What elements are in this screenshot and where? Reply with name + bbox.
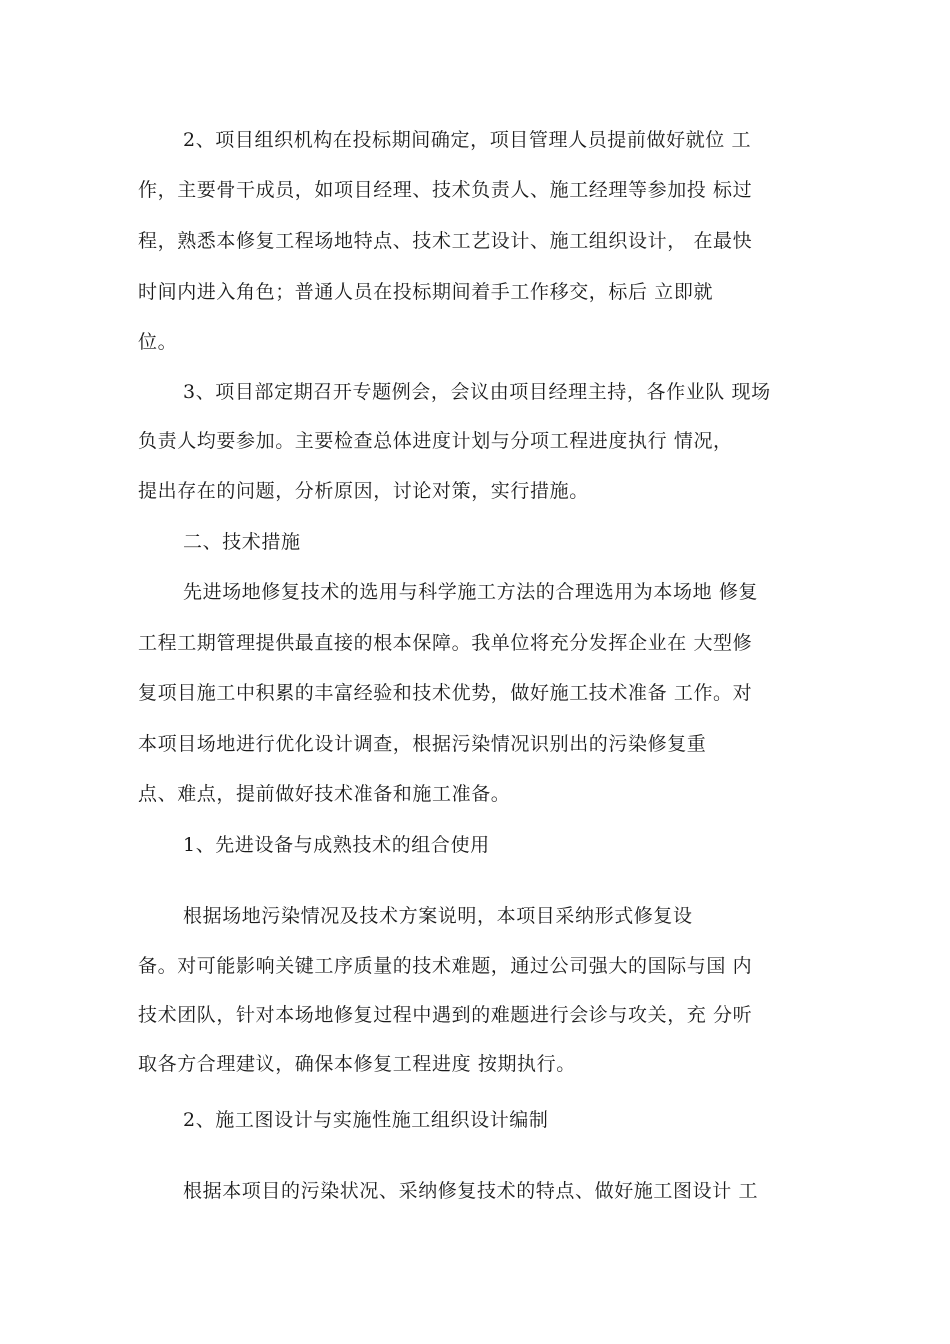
paragraph-line: 备。对可能影响关键工序质量的技术难题，通过公司强大的国际与国 内: [138, 955, 753, 977]
paragraph-line: 复项目施工中积累的丰富经验和技术优势，做好施工技术准备 工作。对: [138, 682, 753, 704]
paragraph-line: 点、难点，提前做好技术准备和施工准备。: [138, 783, 511, 805]
section-heading: 二、技术措施: [183, 531, 301, 553]
paragraph-line: 根据场地污染情况及技术方案说明，本项目采纳形式修复设: [183, 905, 693, 927]
paragraph-line: 取各方合理建议，确保本修复工程进度 按期执行。: [138, 1053, 576, 1075]
paragraph-line: 工程工期管理提供最直接的根本保障。我单位将充分发挥企业在 大型修: [138, 632, 753, 654]
paragraph-line: 本项目场地进行优化设计调查，根据污染情况识别出的污染修复重: [138, 733, 707, 755]
paragraph-line: 2、项目组织机构在投标期间确定，项目管理人员提前做好就位 工: [183, 129, 752, 151]
paragraph-line: 位。: [138, 331, 178, 353]
paragraph-line: 先进场地修复技术的选用与科学施工方法的合理选用为本场地 修复: [183, 581, 759, 603]
paragraph-line: 提出存在的问题，分析原因，讨论对策，实行措施。: [138, 480, 589, 502]
paragraph-line: 程，熟悉本修复工程场地特点、技术工艺设计、施工组织设计， 在最快: [138, 230, 753, 252]
paragraph-line: 作，主要骨干成员，如项目经理、技术负责人、施工经理等参加投 标过: [138, 179, 753, 201]
paragraph-line: 技术团队，针对本场地修复过程中遇到的难题进行会诊与攻关，充 分听: [138, 1004, 753, 1026]
paragraph-line: 负责人均要参加。主要检查总体进度计划与分项工程进度执行 情况，: [138, 430, 733, 452]
paragraph-line: 根据本项目的污染状况、采纳修复技术的特点、做好施工图设计 工: [183, 1180, 759, 1202]
subsection-heading: 1、先进设备与成熟技术的组合使用: [183, 834, 490, 856]
paragraph-line: 时间内进入角色；普通人员在投标期间着手工作移交，标后 立即就: [138, 281, 714, 303]
paragraph-line: 3、项目部定期召开专题例会，会议由项目经理主持，各作业队 现场: [183, 381, 771, 403]
subsection-heading: 2、施工图设计与实施性施工组织设计编制: [183, 1109, 549, 1131]
